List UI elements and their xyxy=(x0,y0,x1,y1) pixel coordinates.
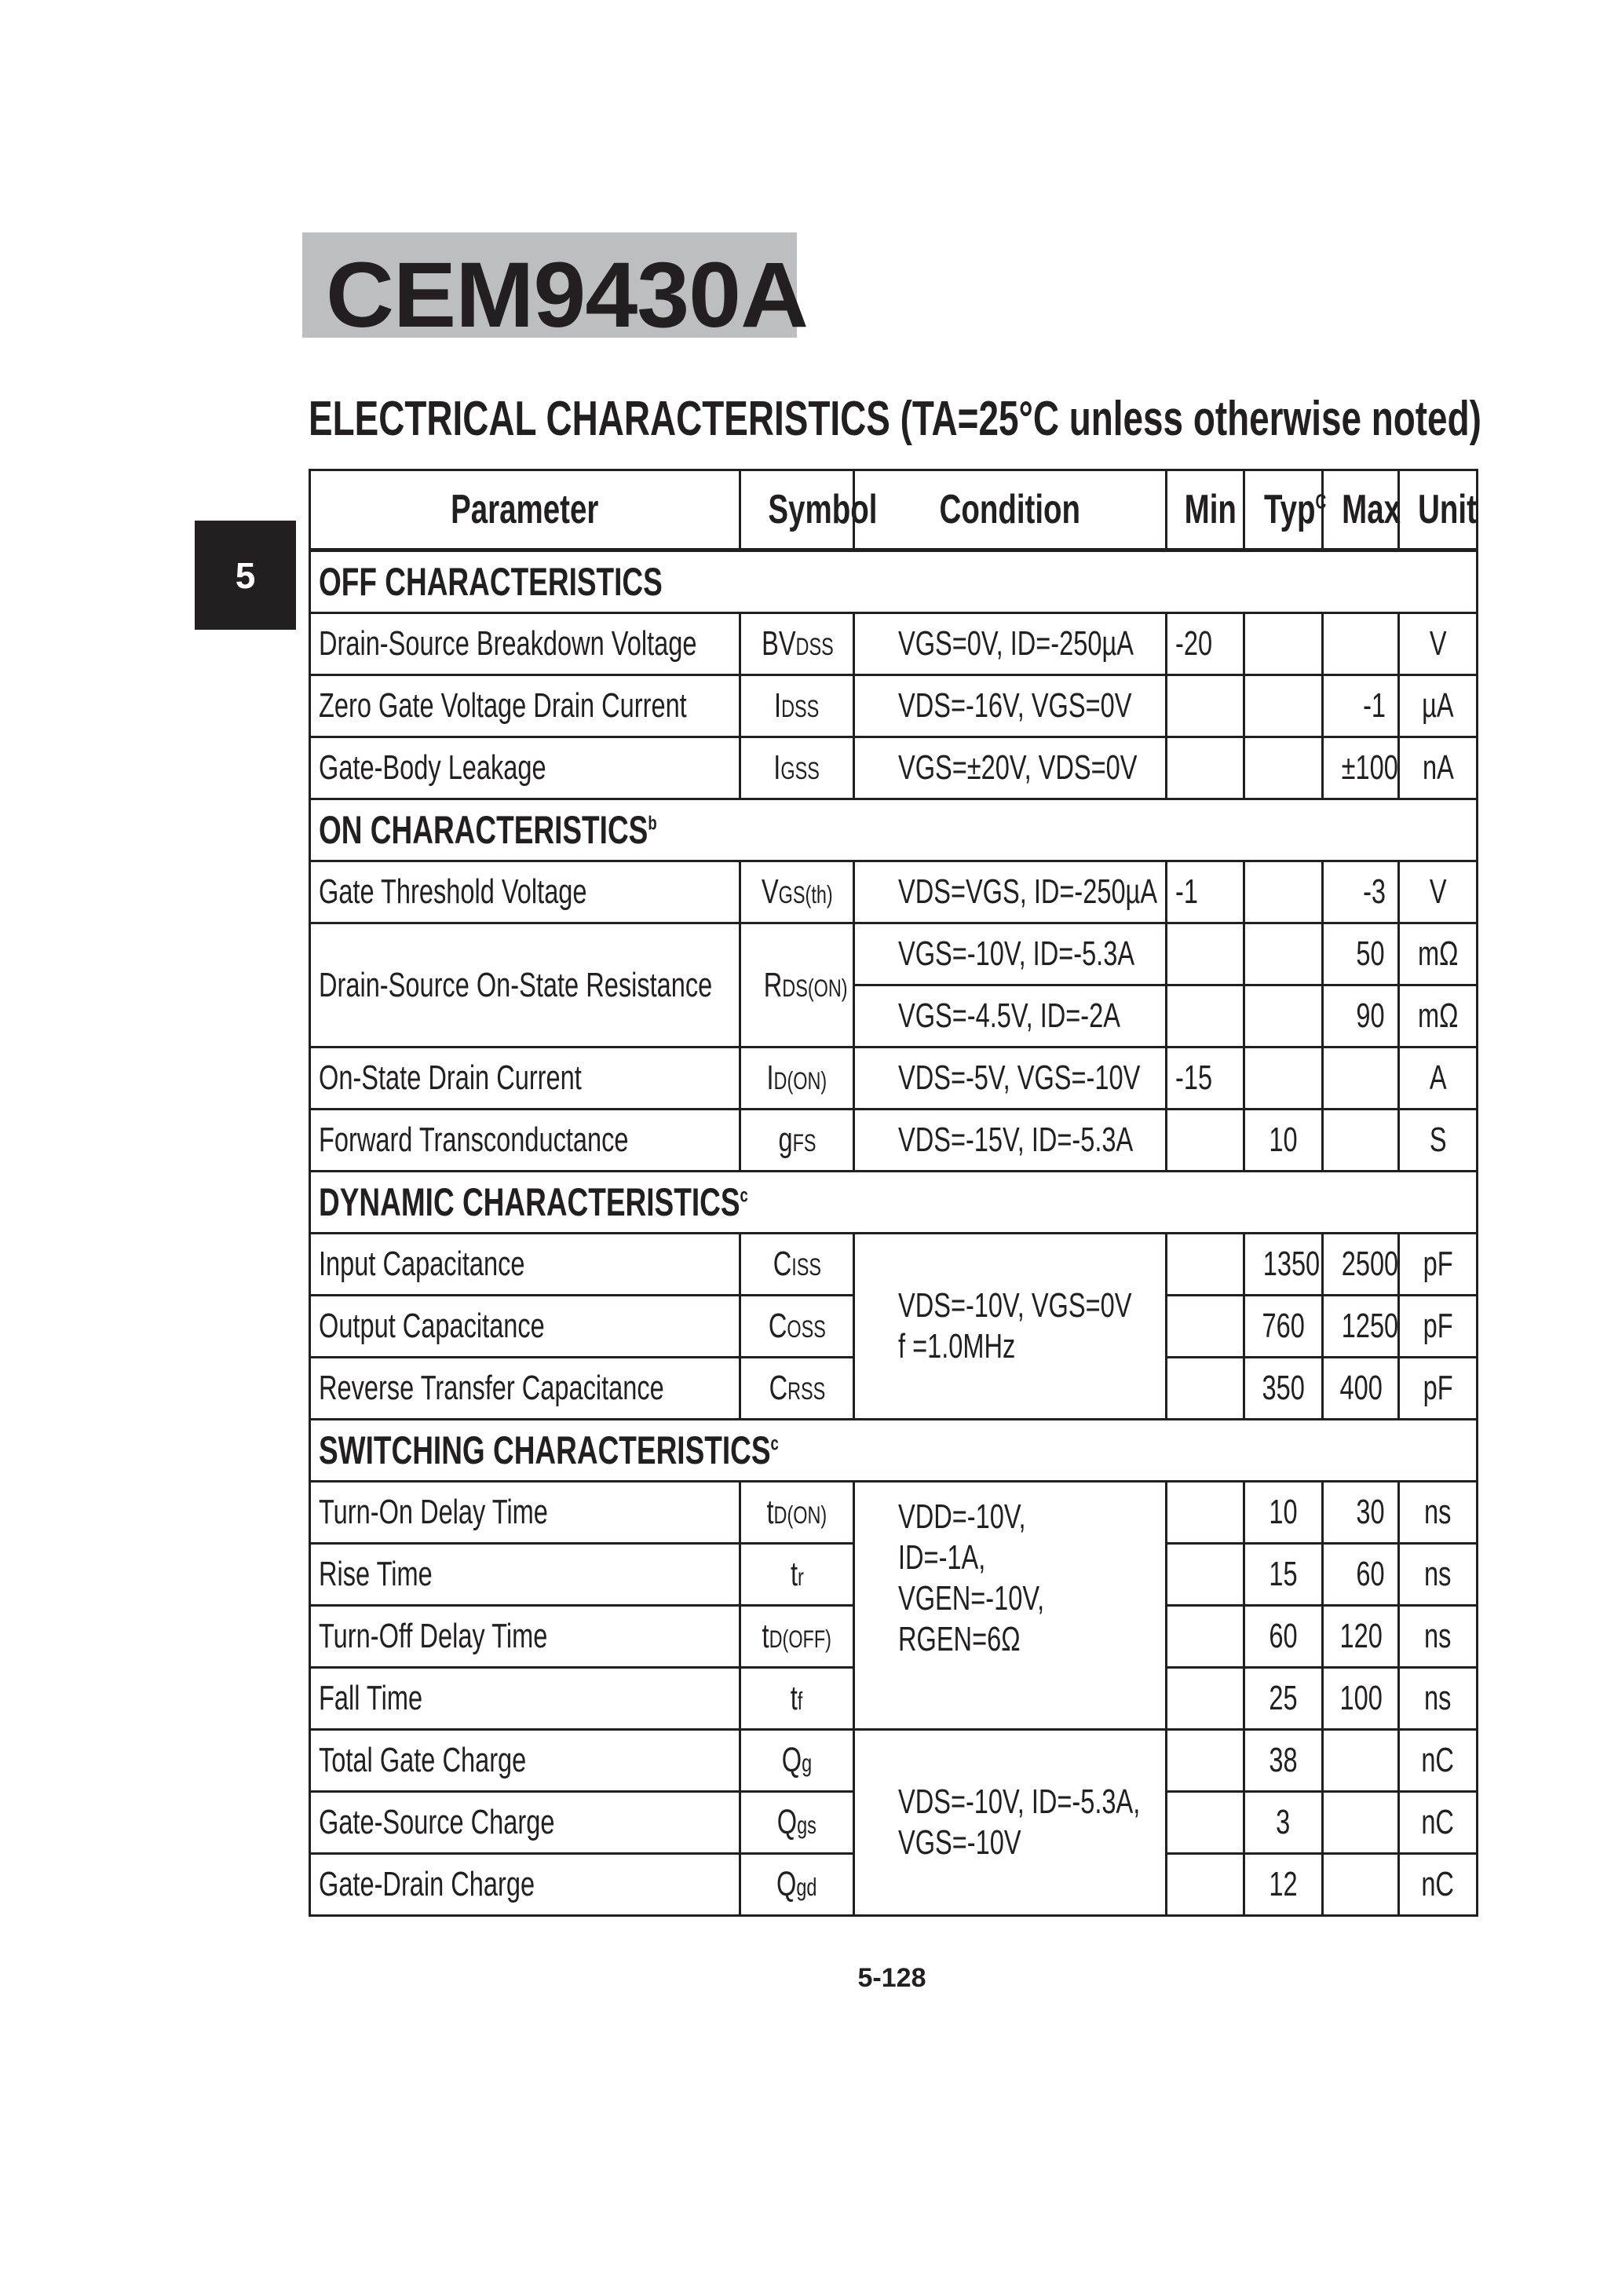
max-value: 90 xyxy=(1323,985,1399,1047)
table-header-row xyxy=(310,470,1478,550)
condition-cell: VGS=-10V, ID=-5.3A xyxy=(854,923,1167,985)
typ-value: 38 xyxy=(1244,1730,1323,1792)
unit-value: mΩ xyxy=(1399,923,1478,985)
symbol-cell: tD(OFF) xyxy=(740,1606,854,1668)
parameter-cell: Rise Time xyxy=(310,1544,740,1606)
min-value xyxy=(1167,1110,1244,1172)
symbol-cell: RDS(ON) xyxy=(740,923,854,1047)
min-value xyxy=(1167,985,1244,1047)
min-value xyxy=(1167,1668,1244,1730)
section-title: SWITCHING CHARACTERISTICS$^c$ xyxy=(310,1420,1478,1482)
unit-value: ns xyxy=(1399,1668,1478,1730)
typ-value xyxy=(1244,923,1323,985)
max-value: ±100 xyxy=(1323,737,1399,799)
min-value xyxy=(1167,1482,1244,1544)
condition-cell: VDS=-10V, ID=-5.3A, VGS=-10V xyxy=(854,1730,1167,1916)
header-condition: Condition xyxy=(854,470,1167,550)
parameter-cell: Gate Threshold Voltage xyxy=(310,861,740,923)
table-row xyxy=(310,1482,1478,1544)
condition-cell: VDS=-5V, VGS=-10V xyxy=(854,1047,1167,1110)
max-value: 60 xyxy=(1323,1544,1399,1606)
typ-value: 25 xyxy=(1244,1668,1323,1730)
section-heading: ELECTRICAL CHARACTERISTICS (TA=25°C unless otherwise noted) xyxy=(309,392,1481,446)
unit-value: S xyxy=(1399,1110,1478,1172)
table-row xyxy=(310,1110,1478,1172)
typ-value: 12 xyxy=(1244,1854,1323,1916)
typ-value xyxy=(1244,1047,1323,1110)
section-row xyxy=(310,1420,1478,1482)
typ-value xyxy=(1244,675,1323,737)
max-value: -3 xyxy=(1323,861,1399,923)
section-row xyxy=(310,550,1478,613)
unit-value: A xyxy=(1399,1047,1478,1110)
typ-value: 10 xyxy=(1244,1482,1323,1544)
max-value: 30 xyxy=(1323,1482,1399,1544)
table-row xyxy=(310,1234,1478,1296)
typ-value xyxy=(1244,737,1323,799)
symbol-cell: IGSS xyxy=(740,737,854,799)
max-value xyxy=(1323,1730,1399,1792)
max-value xyxy=(1323,1110,1399,1172)
table-row xyxy=(310,1047,1478,1110)
typ-value: 1350 xyxy=(1244,1234,1323,1296)
table-row xyxy=(310,1730,1478,1792)
symbol-cell: CRSS xyxy=(740,1358,854,1420)
header-symbol: Symbol xyxy=(740,470,854,550)
unit-value: nC xyxy=(1399,1730,1478,1792)
parameter-cell: Fall Time xyxy=(310,1668,740,1730)
min-value xyxy=(1167,1296,1244,1358)
min-value xyxy=(1167,1792,1244,1854)
parameter-cell: Gate-Drain Charge xyxy=(310,1854,740,1916)
typ-value: 3 xyxy=(1244,1792,1323,1854)
section-title: DYNAMIC CHARACTERISTICS$^c$ xyxy=(310,1172,1478,1234)
unit-value: pF xyxy=(1399,1234,1478,1296)
parameter-cell: Turn-Off Delay Time xyxy=(310,1606,740,1668)
max-value: 400 xyxy=(1323,1358,1399,1420)
min-value: -1 xyxy=(1167,861,1244,923)
parameter-cell: Zero Gate Voltage Drain Current xyxy=(310,675,740,737)
parameter-cell: Drain-Source Breakdown Voltage xyxy=(310,613,740,675)
part-number: CEM9430A xyxy=(326,243,808,347)
symbol-cell: BVDSS xyxy=(740,613,854,675)
max-value xyxy=(1323,1792,1399,1854)
max-value xyxy=(1323,613,1399,675)
unit-value: V xyxy=(1399,861,1478,923)
max-value xyxy=(1323,1047,1399,1110)
min-value xyxy=(1167,923,1244,985)
condition-cell: VDS=-10V, VGS=0V f =1.0MHz xyxy=(854,1234,1167,1420)
max-value: 1250 xyxy=(1323,1296,1399,1358)
symbol-cell: tf xyxy=(740,1668,854,1730)
symbol-cell: Qg xyxy=(740,1730,854,1792)
parameter-cell: Output Capacitance xyxy=(310,1296,740,1358)
symbol-cell: Qgs xyxy=(740,1792,854,1854)
symbol-cell: CISS xyxy=(740,1234,854,1296)
symbol-cell: ID(ON) xyxy=(740,1047,854,1110)
min-value xyxy=(1167,1358,1244,1420)
unit-value: ns xyxy=(1399,1544,1478,1606)
parameter-cell: Drain-Source On-State Resistance xyxy=(310,923,740,1047)
section-row xyxy=(310,799,1478,861)
condition-cell: VGS=±20V, VDS=0V xyxy=(854,737,1167,799)
symbol-cell: Qgd xyxy=(740,1854,854,1916)
condition-cell: VGS=0V, ID=-250µA xyxy=(854,613,1167,675)
symbol-cell: tr xyxy=(740,1544,854,1606)
typ-value xyxy=(1244,861,1323,923)
parameter-cell: Forward Transconductance xyxy=(310,1110,740,1172)
part-number-banner xyxy=(302,232,808,347)
unit-value: ns xyxy=(1399,1482,1478,1544)
typ-value xyxy=(1244,613,1323,675)
table-row xyxy=(310,861,1478,923)
unit-value: pF xyxy=(1399,1358,1478,1420)
typ-value: 60 xyxy=(1244,1606,1323,1668)
unit-value: ns xyxy=(1399,1606,1478,1668)
parameter-cell: Reverse Transfer Capacitance xyxy=(310,1358,740,1420)
unit-value: nC xyxy=(1399,1854,1478,1916)
parameter-cell: Gate-Source Charge xyxy=(310,1792,740,1854)
section-title: OFF CHARACTERISTICS xyxy=(310,550,1478,613)
unit-value: nC xyxy=(1399,1792,1478,1854)
symbol-cell: gFS xyxy=(740,1110,854,1172)
min-value xyxy=(1167,1544,1244,1606)
unit-value: µA xyxy=(1399,675,1478,737)
min-value xyxy=(1167,675,1244,737)
condition-cell: VDS=VGS, ID=-250µA xyxy=(854,861,1167,923)
section-row xyxy=(310,1172,1478,1234)
min-value xyxy=(1167,1606,1244,1668)
symbol-cell: tD(ON) xyxy=(740,1482,854,1544)
table-row xyxy=(310,613,1478,675)
parameter-cell: Turn-On Delay Time xyxy=(310,1482,740,1544)
max-value xyxy=(1323,1854,1399,1916)
typ-value: 15 xyxy=(1244,1544,1323,1606)
typ-value: 10 xyxy=(1244,1110,1323,1172)
max-value: 120 xyxy=(1323,1606,1399,1668)
typ-value xyxy=(1244,985,1323,1047)
typ-value: 350 xyxy=(1244,1358,1323,1420)
condition-cell: VDS=-15V, ID=-5.3A xyxy=(854,1110,1167,1172)
symbol-cell: VGS(th) xyxy=(740,861,854,923)
symbol-cell: COSS xyxy=(740,1296,854,1358)
symbol-cell: IDSS xyxy=(740,675,854,737)
parameter-cell: Total Gate Charge xyxy=(310,1730,740,1792)
max-value: -1 xyxy=(1323,675,1399,737)
table-row xyxy=(310,737,1478,799)
min-value: -15 xyxy=(1167,1047,1244,1110)
typ-value: 760 xyxy=(1244,1296,1323,1358)
unit-value: nA xyxy=(1399,737,1478,799)
parameter-cell: On-State Drain Current xyxy=(310,1047,740,1110)
min-value: -20 xyxy=(1167,613,1244,675)
parameter-cell: Gate-Body Leakage xyxy=(310,737,740,799)
chapter-tab: 5 xyxy=(195,521,296,630)
header-typ: Typ$^C$ xyxy=(1244,470,1323,550)
section-title: ON CHARACTERISTICS$^b$ xyxy=(310,799,1478,861)
electrical-characteristics-table xyxy=(309,469,1478,1917)
table-row xyxy=(310,675,1478,737)
condition-cell: VDS=-16V, VGS=0V xyxy=(854,675,1167,737)
max-value: 100 xyxy=(1323,1668,1399,1730)
unit-value: mΩ xyxy=(1399,985,1478,1047)
min-value xyxy=(1167,1730,1244,1792)
min-value xyxy=(1167,1234,1244,1296)
min-value xyxy=(1167,737,1244,799)
parameter-cell: Input Capacitance xyxy=(310,1234,740,1296)
condition-cell: VDD=-10V, ID=-1A, VGEN=-10V, RGEN=6Ω xyxy=(854,1482,1167,1730)
unit-value: pF xyxy=(1399,1296,1478,1358)
header-unit: Unit xyxy=(1399,470,1478,550)
header-min: Min xyxy=(1167,470,1244,550)
max-value: 50 xyxy=(1323,923,1399,985)
table-row xyxy=(310,923,1478,985)
condition-cell: VGS=-4.5V, ID=-2A xyxy=(854,985,1167,1047)
min-value xyxy=(1167,1854,1244,1916)
unit-value: V xyxy=(1399,613,1478,675)
header-max: Max xyxy=(1323,470,1399,550)
header-parameter: Parameter xyxy=(310,470,740,550)
page-number: 5-128 xyxy=(857,1963,926,1993)
max-value: 2500 xyxy=(1323,1234,1399,1296)
